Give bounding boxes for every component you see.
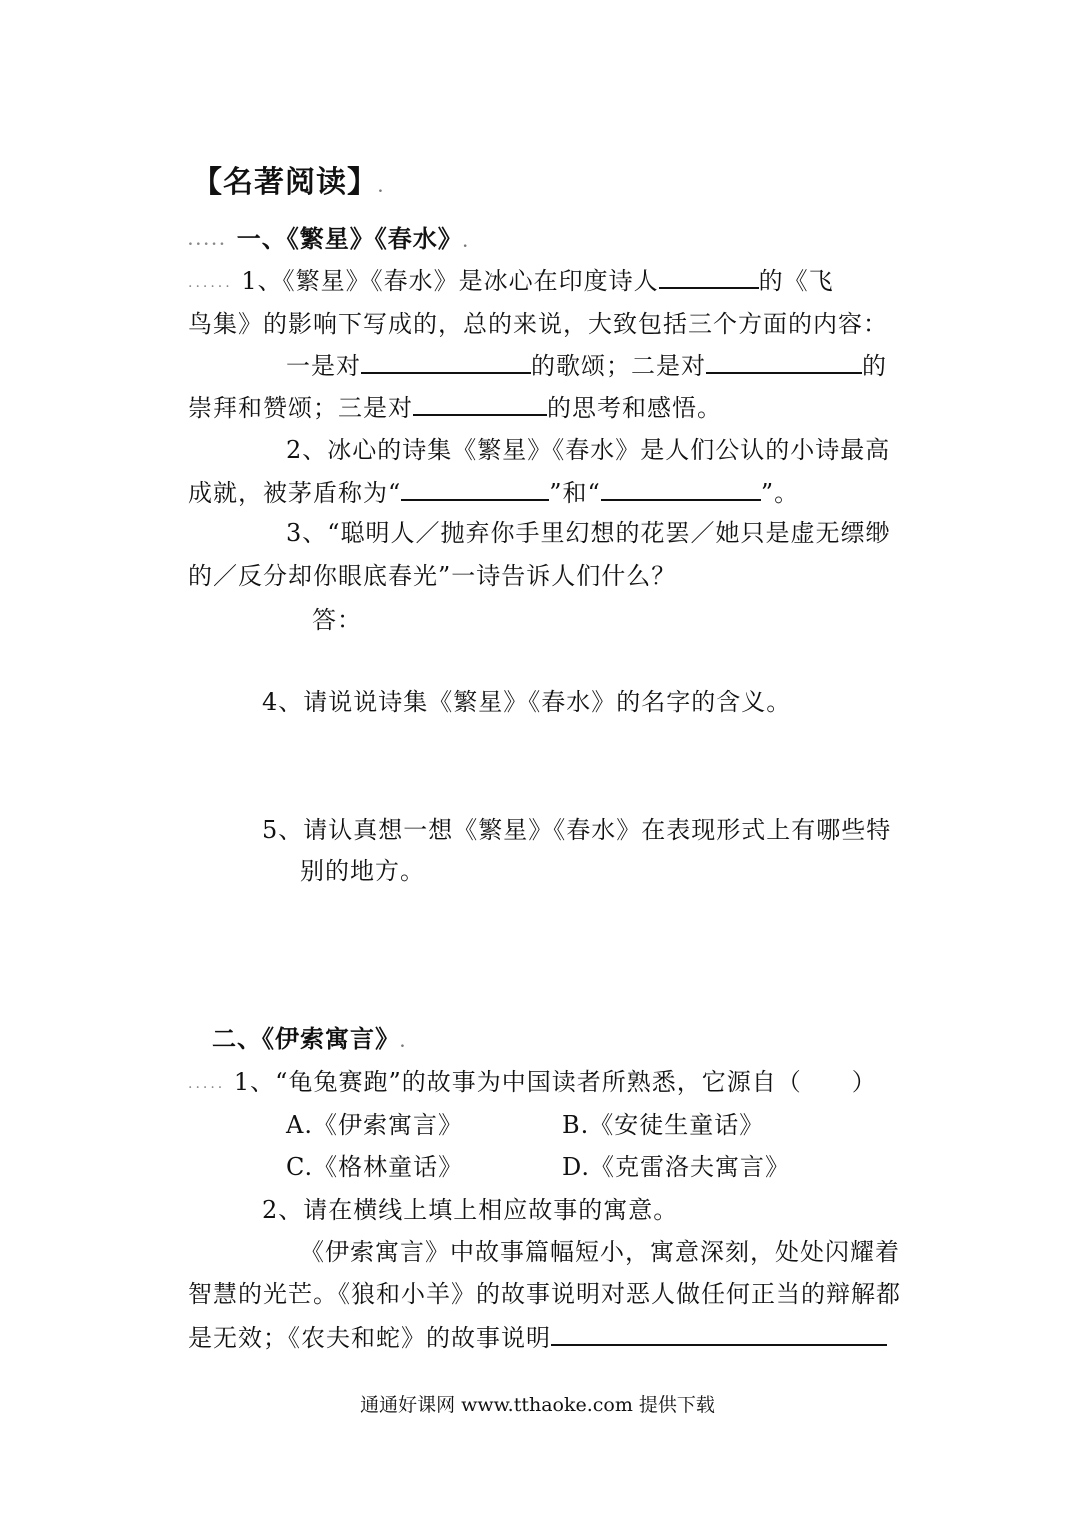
p1-q1-line2 (188, 309, 888, 339)
part1-heading-text: 一、《繁星》《春水》 (236, 224, 463, 253)
p1-q1-line3-c: 的 (862, 352, 887, 380)
p1-q3-line2 (188, 561, 676, 591)
footer-text: 通通好课网 www.tthaoke.com 提供下载 (360, 1394, 715, 1416)
p2-q2 (262, 1195, 678, 1225)
p1-q2-line2 (188, 477, 799, 508)
answer-blank-3[interactable] (413, 392, 547, 416)
p1-q2-line2-b: ”和“ (549, 479, 601, 507)
option-b-label: B.《安徒生童话》 (562, 1111, 765, 1139)
p1-q2-line1 (286, 435, 890, 465)
p1-q3-line1-text: 3、“聪明人／抛弃你手里幻想的花罢／她只是虚无缥缈 (286, 519, 891, 547)
answer-blank-4[interactable] (401, 477, 549, 501)
p2-q2-para2 (188, 1279, 901, 1309)
paragraph-mark: . (400, 1035, 406, 1051)
p1-q1-line4 (188, 392, 722, 423)
part2-heading-text: 二、《伊索寓言》 (212, 1024, 400, 1053)
section-title (192, 165, 384, 203)
p2-q1-text: 1、“龟兔赛跑”的故事为中国读者所熟悉，它源自（ ） (233, 1068, 877, 1096)
section-title-text: 【名著阅读】 (192, 165, 378, 200)
p1-q1-line3-b: 的歌颂；二是对 (531, 352, 706, 380)
p1-q2-line2-a: 成就，被茅盾称为“ (188, 479, 402, 507)
answer-blank-6[interactable] (551, 1322, 887, 1346)
p2-q1-option-a[interactable] (286, 1110, 463, 1140)
p1-q2-line2-c: ”。 (760, 479, 800, 507)
indent-dots: ...... (188, 274, 233, 291)
option-c-label: C.《格林童话》 (286, 1153, 464, 1181)
part2-heading (212, 1024, 406, 1058)
paragraph-mark: . (462, 235, 469, 251)
p2-q2-text: 2、请在横线上填上相应故事的寓意。 (262, 1196, 679, 1224)
answer-label: 答： (312, 606, 362, 634)
p2-q1-option-c[interactable] (286, 1152, 463, 1182)
p1-q2-line1-text: 2、冰心的诗集《繁星》《春水》是人们公认的小诗最高 (286, 436, 891, 464)
answer-blank-1[interactable] (361, 350, 531, 374)
p1-q3-line2-text: 的／反分却你眼底春光”一诗告诉人们什么？ (188, 562, 677, 590)
p1-q5-line2-text: 别的地方。 (300, 857, 425, 885)
p2-q2-para3-text: 是无效；《农夫和蛇》的故事说明 (188, 1324, 551, 1352)
paragraph-mark: . (378, 180, 384, 196)
option-d-label: D.《克雷洛夫寓言》 (562, 1153, 791, 1181)
p1-q3-line1 (286, 518, 891, 548)
indent-dots: ..... (188, 1075, 226, 1092)
answer-blank-2[interactable] (706, 350, 862, 374)
p1-q5-line2 (300, 856, 425, 886)
p1-q1-mid: 的《飞 (758, 267, 834, 295)
p1-q5-line1 (262, 815, 891, 845)
p1-q1-line3 (286, 350, 887, 381)
footer (0, 1390, 1075, 1417)
p1-q5-line1-text: 5、请认真想一想《繁星》《春水》在表现形式上有哪些特 (262, 816, 892, 844)
p2-q1-option-b[interactable] (562, 1110, 764, 1140)
p2-q1-option-d[interactable] (562, 1152, 790, 1182)
p1-q4-text: 4、请说说诗集《繁星》《春水》的名字的含义。 (262, 688, 792, 716)
indent-dots: ..... (188, 232, 228, 249)
p2-q1 (188, 1067, 877, 1099)
p2-q2-para3 (188, 1322, 887, 1353)
p1-q1-line2-text: 鸟集》的影响下写成的，总的来说，大致包括三个方面的内容： (188, 310, 888, 338)
p1-q1-line1 (188, 265, 834, 298)
p1-q1-line4-b: 的思考和感悟。 (547, 394, 722, 422)
option-a-label: A.《伊索寓言》 (286, 1111, 463, 1139)
p2-q2-para1-text: 《伊索寓言》中故事篇幅短小，寓意深刻，处处闪耀着 (300, 1238, 900, 1266)
p1-q1-prefix: 1、《繁星》《春水》是冰心在印度诗人 (241, 267, 659, 295)
p2-q2-para2-text: 智慧的光芒。《狼和小羊》的故事说明对恶人做任何正当的辩解都 (188, 1280, 901, 1308)
answer-blank-5[interactable] (601, 477, 761, 501)
part1-heading (188, 224, 469, 258)
p1-q1-line4-a: 崇拜和赞颂；三是对 (188, 394, 413, 422)
p1-q4 (262, 687, 791, 717)
p2-q2-para1 (300, 1237, 900, 1267)
answer-blank-poet[interactable] (659, 265, 759, 289)
p1-q1-line3-a: 一是对 (286, 352, 361, 380)
p1-q3-answer-label (312, 605, 362, 635)
